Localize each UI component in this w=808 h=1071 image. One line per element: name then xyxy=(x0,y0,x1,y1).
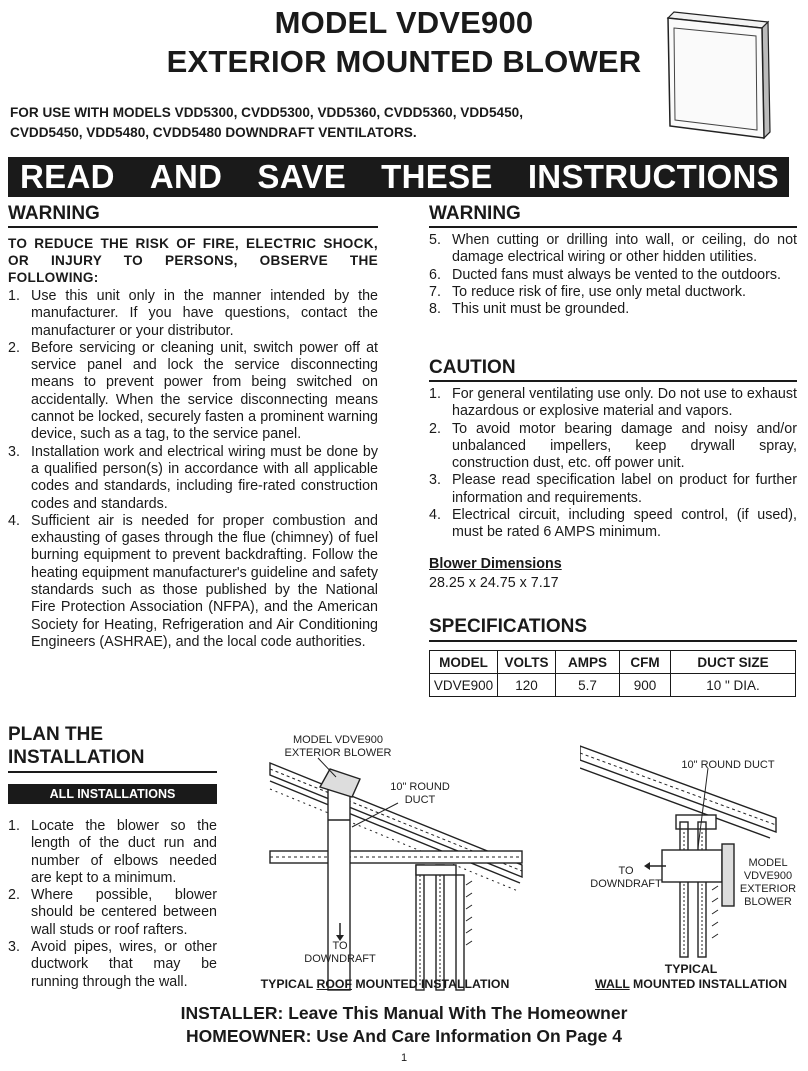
all-installations-bar: ALL INSTALLATIONS xyxy=(8,784,217,804)
list-item xyxy=(429,386,797,421)
item-text: Electrical circuit, including speed control, (if used), must be rated 6 AMPS minimum. xyxy=(452,507,797,541)
duct-label-line-2: DUCT xyxy=(404,794,436,806)
item-number: 3. xyxy=(8,443,20,460)
item-text: Avoid pipes, wires, or other ductwork that may be running through the wall. xyxy=(31,939,217,990)
wall-model-label-line-2: VDVE900 xyxy=(743,870,793,882)
item-number: 4. xyxy=(429,507,441,524)
list-item xyxy=(8,818,217,887)
wall-model-label-line-1: MODEL xyxy=(748,857,788,869)
warning-right-list xyxy=(429,232,797,318)
wall-caption-line-1: TYPICAL xyxy=(664,962,718,976)
wall-caption-suffix: MOUNTED INSTALLATION xyxy=(629,977,787,991)
item-text: Ducted fans must always be vented to the outdoors. xyxy=(452,266,782,283)
item-text: This unit must be grounded. xyxy=(452,301,630,318)
warning-left-list xyxy=(8,288,378,651)
table-cell: 10 " DIA. xyxy=(671,674,796,697)
read-save-banner xyxy=(8,157,789,197)
plan-rule xyxy=(8,771,217,773)
list-item xyxy=(429,301,797,318)
item-text: Sufficient air is needed for proper combustion and exhausting of gases through the flue (chimney) of fuel burning equipment to prevent backdrafting. Follow the heating equipment manufacturer's guideline and safety standards such as those published by the National Fire Protection Association (NFPA), and the American Society for Heating, Refrigeration and Air Conditioning Engineers (ASHRAE), and the local code authorities. xyxy=(31,512,378,650)
list-item xyxy=(429,232,797,267)
blower-product-image xyxy=(660,8,780,143)
item-text: Before servicing or cleaning unit, switch power off at service panel and lock the service disconnecting means to prevent power from being switched on accidentally. When the service disconnecting means cannot be locked, securely fasten a prominent warning device, such as a tag, to the service panel. xyxy=(31,339,378,443)
item-number: 6. xyxy=(429,266,441,283)
blower-label-line-1: MODEL VDVE900 xyxy=(292,734,384,746)
item-text: For general ventilating use only. Do not use to exhaust hazardous or explosive material and vapors. xyxy=(452,386,797,420)
banner-word: READ xyxy=(20,158,115,195)
title-line-2: EXTERIOR MOUNTED BLOWER xyxy=(166,44,642,79)
item-text: To avoid motor bearing damage and noisy and/or unbalanced impellers, keep drywall spray, construction dust, etc. off power unit. xyxy=(452,420,797,472)
list-item xyxy=(429,284,797,301)
warning-right-rule xyxy=(429,226,797,228)
wall-mount-diagram xyxy=(580,740,802,962)
wall-caption xyxy=(580,962,802,992)
duct-label-line-1: 10" ROUND xyxy=(390,781,450,793)
item-number: 1. xyxy=(8,818,20,834)
item-text: When cutting or drilling into wall, or ceiling, do not damage electrical wiring or other hidden utilities. xyxy=(452,232,797,266)
list-item xyxy=(8,288,378,340)
column-header: DUCT SIZE xyxy=(671,651,796,674)
caution-heading: CAUTION xyxy=(429,357,516,378)
downdraft-label: DOWNDRAFT xyxy=(304,953,376,965)
item-text: Please read specification label on product for further information and requirements. xyxy=(452,472,797,506)
list-item xyxy=(429,421,797,473)
title-line-1: MODEL VDVE900 xyxy=(274,5,534,40)
item-text: Use this unit only in the manner intended by the manufacturer. If you have questions, contact the manufacturer or your distributor. xyxy=(31,288,378,339)
table-cell: VDVE900 xyxy=(430,674,498,697)
column-header: VOLTS xyxy=(498,651,556,674)
item-text: Installation work and electrical wiring must be done by a qualified person(s) in accordance with all applicable codes and standards, including fire-rated construction codes and standards. xyxy=(31,443,378,512)
list-item xyxy=(8,444,378,513)
wall-model-label-line-3: EXTERIOR xyxy=(739,883,797,895)
warning-right-heading: WARNING xyxy=(429,203,521,224)
specifications-heading: SPECIFICATIONS xyxy=(429,616,587,637)
page-number: 1 xyxy=(400,1052,408,1064)
wall-downdraft-label: DOWNDRAFT xyxy=(590,878,662,890)
item-number: 8. xyxy=(429,301,441,318)
warning-left-heading: WARNING xyxy=(8,203,100,224)
wall-to-label: TO xyxy=(618,865,634,877)
item-number: 5. xyxy=(429,232,441,248)
item-text: Locate the blower so the length of the duct run and number of elbows needed are kept to a minimum. xyxy=(31,818,217,886)
specifications-rule xyxy=(429,640,797,642)
roof-mount-diagram xyxy=(240,725,530,995)
blower-dimensions-value: 28.25 x 24.75 x 7.17 xyxy=(429,575,559,591)
table-row xyxy=(430,674,796,697)
wall-downdraft-arrow-head xyxy=(644,862,650,870)
item-number: 3. xyxy=(8,939,20,956)
warning-intro: TO REDUCE THE RISK OF FIRE, ELECTRIC SHOCK, OR INJURY TO PERSONS, OBSERVE THE FOLLOWING: xyxy=(8,236,378,285)
wall-model-label-line-4: BLOWER xyxy=(744,896,792,908)
item-text: To reduce risk of fire, use only metal ductwork. xyxy=(452,283,747,300)
homeowner-note: HOMEOWNER: Use And Care Information On Page 4 xyxy=(186,1026,622,1046)
table-cell: 120 xyxy=(498,674,556,697)
roof-caption-suffix: MOUNTED INSTALLATION xyxy=(352,977,510,991)
column-header: AMPS xyxy=(556,651,620,674)
blower-dimensions-label: Blower Dimensions xyxy=(429,556,562,572)
item-text: Where possible, blower should be centered between wall studs or roof rafters. xyxy=(31,887,217,938)
wall-caption-emphasis: WALL xyxy=(595,977,630,991)
banner-word: THESE xyxy=(381,158,493,195)
roof-caption xyxy=(240,977,530,991)
wall-caption-line-2 xyxy=(580,977,802,992)
compatible-models xyxy=(10,103,620,143)
caution-list xyxy=(429,386,797,542)
roof-caption-emphasis: ROOF xyxy=(316,977,352,991)
list-item xyxy=(8,340,378,444)
banner-word: INSTRUCTIONS xyxy=(527,158,779,195)
compatible-models-line-1: FOR USE WITH MODELS VDD5300, CVDD5300, VDD5360, CVDD5360, VDD5450, xyxy=(10,105,523,120)
item-number: 2. xyxy=(8,887,20,904)
column-header: MODEL xyxy=(430,651,498,674)
item-number: 1. xyxy=(8,288,20,304)
column-header: CFM xyxy=(620,651,671,674)
wall-duct-label: 10" ROUND DUCT xyxy=(681,759,775,771)
list-item xyxy=(429,507,797,542)
plan-list xyxy=(8,818,217,991)
to-label: TO xyxy=(332,940,348,952)
table-header-row xyxy=(430,651,796,674)
banner-word: SAVE xyxy=(257,158,347,195)
blower-label-line-2: EXTERIOR BLOWER xyxy=(284,747,392,759)
list-item xyxy=(429,472,797,507)
item-number: 2. xyxy=(8,339,20,356)
compatible-models-line-2: CVDD5450, VDD5480, CVDD5480 DOWNDRAFT VENTILATORS. xyxy=(10,125,417,140)
item-number: 4. xyxy=(8,512,20,529)
plan-heading xyxy=(8,723,145,769)
list-item xyxy=(8,513,378,651)
list-item xyxy=(8,887,217,939)
table-cell: 900 xyxy=(620,674,671,697)
specifications-table xyxy=(429,650,796,697)
list-item xyxy=(429,267,797,284)
item-number: 1. xyxy=(429,386,441,402)
roof-caption-prefix: TYPICAL xyxy=(260,977,317,991)
caution-rule xyxy=(429,380,797,382)
item-number: 7. xyxy=(429,283,441,300)
plan-heading-line-2: INSTALLATION xyxy=(8,747,145,768)
warning-left-rule xyxy=(8,226,378,228)
table-cell: 5.7 xyxy=(556,674,620,697)
installer-note: INSTALLER: Leave This Manual With The Homeowner xyxy=(180,1003,628,1023)
item-number: 2. xyxy=(429,420,441,437)
banner-word: AND xyxy=(149,158,223,195)
item-number: 3. xyxy=(429,472,441,489)
list-item xyxy=(8,939,217,991)
plan-heading-line-1: PLAN THE xyxy=(8,724,103,745)
